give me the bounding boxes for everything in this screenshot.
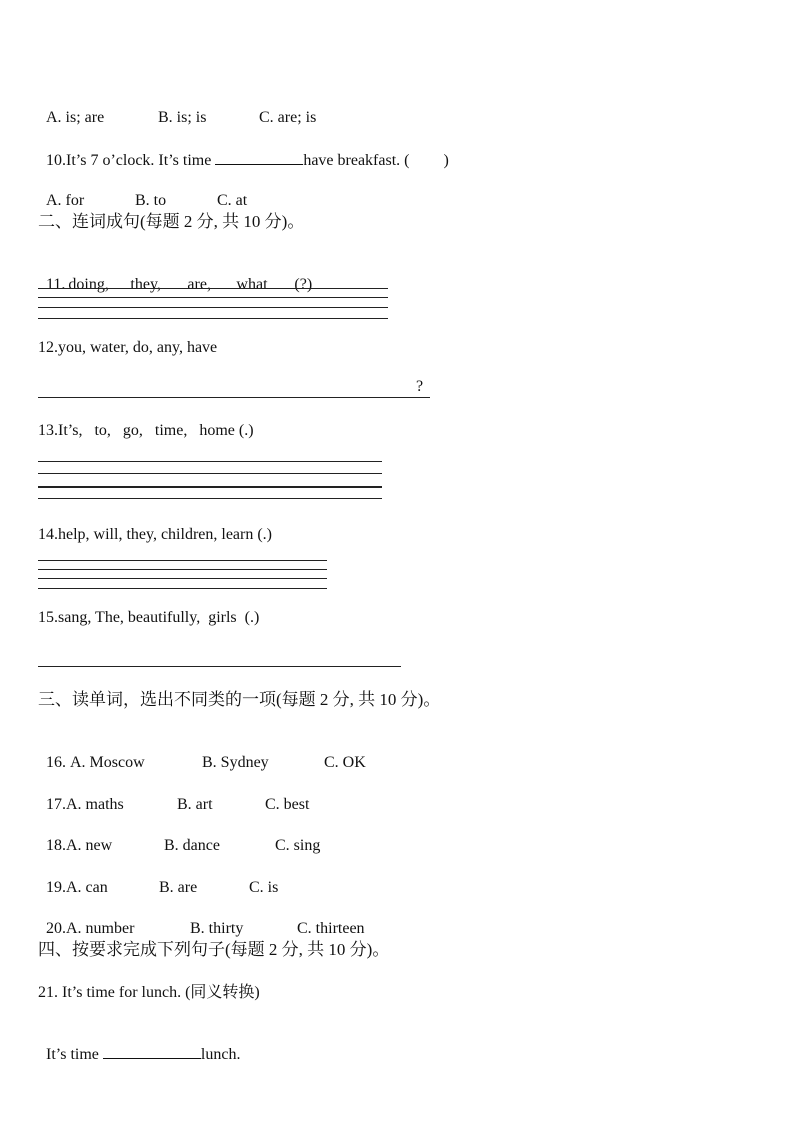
q21-answer-suffix: lunch.: [200, 1046, 241, 1063]
q17-option-c: C. best: [265, 796, 310, 813]
q18-option-c: C. sing: [275, 837, 321, 854]
q16-option-b: B. Sydney: [202, 754, 269, 771]
q17-option-b: B. art: [177, 796, 213, 813]
q18: [38, 816, 320, 856]
q9-options: [38, 88, 316, 128]
q17: [38, 775, 309, 815]
q21-answer: [38, 1024, 240, 1065]
q16-num: 16.: [46, 754, 66, 771]
q10-blank[interactable]: [215, 150, 303, 165]
q11-word-3: are,: [187, 276, 211, 293]
q11-word-2: they,: [130, 276, 161, 293]
q20-num: 20.: [46, 920, 66, 937]
q17-num: 17.: [46, 796, 66, 813]
q13-writing-line-1[interactable]: [38, 461, 382, 462]
q16: [38, 733, 366, 773]
q20-option-c: C. thirteen: [297, 920, 365, 937]
q15-answer-line[interactable]: [38, 666, 401, 667]
q11-writing-line-4[interactable]: [38, 318, 388, 319]
q14-writing-line-4[interactable]: [38, 588, 327, 589]
q21-blank[interactable]: [103, 1044, 201, 1059]
q18-option-a: A. new: [66, 837, 113, 854]
section-2-title: 二、连词成句(每题 2 分, 共 10 分)。: [38, 212, 305, 231]
section-3-title: 三、读单词，选出不同类的一项(每题 2 分, 共 10 分)。: [38, 690, 441, 709]
q13-prompt: 13.It’s, to, go, time, home (.): [38, 422, 254, 439]
q9-option-b: B. is; is: [158, 109, 207, 126]
q10-options: [38, 171, 247, 211]
q15-prompt: 15.sang, The, beautifully, girls (.): [38, 609, 260, 626]
q19-option-b: B. are: [159, 879, 198, 896]
q19-option-c: C. is: [249, 879, 279, 896]
q11-num: 11.: [46, 276, 66, 293]
q13-writing-line-3[interactable]: [38, 486, 382, 488]
q19-option-a: A. can: [66, 879, 108, 896]
q14-writing-line-3[interactable]: [38, 578, 327, 579]
q10-paren-close: ): [443, 152, 449, 169]
q18-option-b: B. dance: [164, 837, 220, 854]
q10-tail: have breakfast. (: [303, 152, 410, 169]
q10: [38, 130, 449, 171]
q12-prompt: 12.you, water, do, any, have: [38, 339, 218, 356]
q17-option-a: A. maths: [66, 796, 124, 813]
q20: [38, 899, 365, 939]
q11-writing-line-1[interactable]: [38, 288, 388, 289]
q21-prompt: 21. It’s time for lunch. (同义转换): [38, 984, 260, 1001]
q11-writing-line-2[interactable]: [38, 297, 388, 298]
q11-word-4: what: [236, 276, 268, 293]
q11-writing-line-3[interactable]: [38, 307, 388, 308]
q20-option-b: B. thirty: [190, 920, 244, 937]
q13-writing-line-2[interactable]: [38, 473, 382, 474]
q10-option-a: A. for: [46, 192, 85, 209]
q10-option-c: C. at: [217, 192, 248, 209]
q10-stem: 10.It’s 7 o’clock. It’s time: [46, 152, 212, 169]
q14-writing-line-1[interactable]: [38, 560, 327, 561]
q16-option-a: A. Moscow: [70, 754, 145, 771]
q16-option-c: C. OK: [324, 754, 366, 771]
q21-answer-prefix: It’s time: [46, 1046, 99, 1063]
q10-option-b: B. to: [135, 192, 167, 209]
q9-option-c: C. are; is: [259, 109, 317, 126]
q11-word-1: doing,: [68, 276, 109, 293]
q12-answer-line[interactable]: [38, 397, 430, 398]
q11: [38, 255, 312, 295]
q13-writing-line-4[interactable]: [38, 498, 382, 499]
q20-option-a: A. number: [66, 920, 135, 937]
q9-option-a: A. is; are: [46, 109, 105, 126]
q14-prompt: 14.help, will, they, children, learn (.): [38, 526, 272, 543]
q14-writing-line-2[interactable]: [38, 569, 327, 570]
q19-num: 19.: [46, 879, 66, 896]
q11-word-5: (?): [294, 276, 313, 293]
q12-question-mark: ?: [416, 378, 424, 395]
q18-num: 18.: [46, 837, 66, 854]
q19: [38, 858, 278, 898]
section-4-title: 四、按要求完成下列句子(每题 2 分, 共 10 分)。: [38, 940, 390, 959]
